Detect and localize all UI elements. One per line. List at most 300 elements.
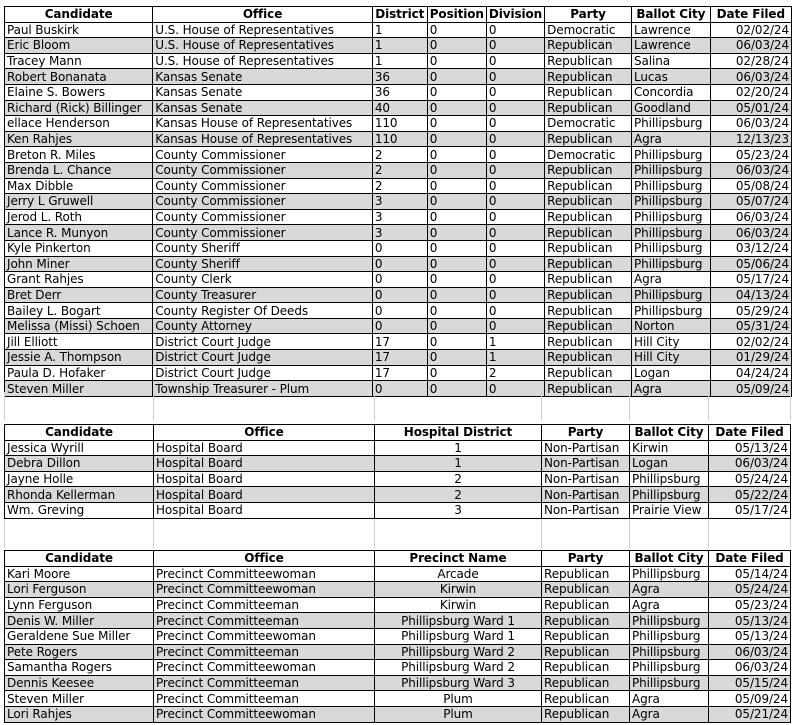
- table-row: [5, 582, 791, 598]
- table-cell: Republican: [545, 287, 632, 303]
- table-cell: 0: [486, 131, 544, 147]
- table-cell: Phillipsburg: [632, 225, 711, 241]
- table-cell: County Attorney: [153, 318, 373, 334]
- table-cell: Melissa (Missi) Schoen: [5, 318, 153, 334]
- table-cell: Phillipsburg: [630, 566, 709, 582]
- column-header: Date Filed: [710, 7, 791, 23]
- table-cell: 06/03/24: [710, 225, 791, 241]
- table-cell: 17: [372, 350, 427, 366]
- table-cell: Non-Partisan: [542, 456, 630, 472]
- table-cell: Steven Miller: [5, 691, 154, 707]
- table-cell: 0: [427, 178, 486, 194]
- table-cell: Democratic: [545, 22, 632, 38]
- table-cell: Max Dibble: [5, 178, 153, 194]
- table-cell: Tracey Mann: [5, 53, 153, 69]
- table-cell: 0: [427, 256, 486, 272]
- table-cell: 05/07/24: [710, 194, 791, 210]
- table-row: [5, 100, 792, 116]
- table-cell: 06/03/24: [710, 69, 791, 85]
- table-cell: 0: [427, 147, 486, 163]
- table-cell: Hospital Board: [154, 502, 375, 518]
- table-cell: 05/15/24: [709, 675, 791, 691]
- table-cell: Non-Partisan: [542, 471, 630, 487]
- table-cell: 05/24/24: [709, 471, 791, 487]
- table-cell: 0: [372, 272, 427, 288]
- table-row: [5, 613, 791, 629]
- table-cell: 0: [427, 38, 486, 54]
- table-cell: 0: [372, 256, 427, 272]
- table-row: [5, 194, 792, 210]
- table-cell: Arcade: [375, 566, 542, 582]
- table-cell: Republican: [542, 566, 630, 582]
- table-cell: 0: [486, 240, 544, 256]
- table-cell: Phillipsburg: [632, 256, 711, 272]
- table-row: [5, 131, 792, 147]
- table-cell: 0: [372, 318, 427, 334]
- table-cell: 02/02/24: [710, 22, 791, 38]
- table-cell: 0: [427, 365, 486, 381]
- table-cell: Republican: [545, 178, 632, 194]
- table-cell: Phillipsburg: [632, 287, 711, 303]
- table-cell: 0: [486, 303, 544, 319]
- table-cell: 05/21/24: [709, 706, 791, 722]
- table-cell: County Commissioner: [153, 147, 373, 163]
- table-row: [5, 365, 792, 381]
- table-cell: Republican: [542, 660, 630, 676]
- table-cell: 1: [375, 456, 542, 472]
- spacer-rows: [4, 519, 791, 548]
- table-cell: U.S. House of Representatives: [153, 53, 373, 69]
- table-cell: 0: [427, 162, 486, 178]
- table-row: [5, 147, 792, 163]
- table-cell: 0: [427, 381, 486, 397]
- table-cell: 0: [486, 209, 544, 225]
- table-cell: 3: [372, 194, 427, 210]
- table-cell: Republican: [545, 53, 632, 69]
- table-cell: 0: [427, 350, 486, 366]
- table-cell: 05/06/24: [710, 256, 791, 272]
- table-cell: Phillipsburg: [632, 303, 711, 319]
- table-row: [5, 209, 792, 225]
- table-cell: Township Treasurer - Plum: [153, 381, 373, 397]
- table-cell: Hill City: [632, 334, 711, 350]
- table-cell: Jill Elliott: [5, 334, 153, 350]
- table-cell: Agra: [630, 597, 709, 613]
- table-cell: Hospital Board: [154, 471, 375, 487]
- precinct-committee-table: [4, 550, 791, 723]
- table-row: [5, 22, 792, 38]
- table-cell: Precinct Committeeman: [154, 644, 375, 660]
- column-header: Position: [427, 7, 486, 23]
- table-cell: Phillipsburg: [632, 162, 711, 178]
- table-cell: 06/03/24: [710, 162, 791, 178]
- table-row: [5, 69, 792, 85]
- table-cell: Hospital Board: [154, 487, 375, 503]
- table-cell: Goodland: [632, 100, 711, 116]
- table-cell: Precinct Committeeman: [154, 675, 375, 691]
- table-cell: Brenda L. Chance: [5, 162, 153, 178]
- table-cell: Phillipsburg Ward 2: [375, 644, 542, 660]
- table-cell: Republican: [545, 162, 632, 178]
- column-header: Precinct Name: [375, 551, 542, 567]
- table-cell: Republican: [542, 675, 630, 691]
- table-cell: 05/31/24: [710, 318, 791, 334]
- table-cell: Paul Buskirk: [5, 22, 153, 38]
- table-cell: Phillipsburg Ward 2: [375, 660, 542, 676]
- table-cell: Republican: [545, 334, 632, 350]
- column-header: Ballot City: [630, 425, 709, 441]
- table-cell: Rhonda Kellerman: [5, 487, 154, 503]
- table-cell: Jessica Wyrill: [5, 440, 154, 456]
- table-cell: Phillipsburg: [630, 675, 709, 691]
- table-cell: Jessie A. Thompson: [5, 350, 153, 366]
- table-cell: 12/13/23: [710, 131, 791, 147]
- column-header: Office: [154, 551, 375, 567]
- table-cell: Paula D. Hofaker: [5, 365, 153, 381]
- table-cell: Precinct Committeeman: [154, 691, 375, 707]
- table-row: [5, 84, 792, 100]
- table-cell: 36: [372, 84, 427, 100]
- table-cell: Bret Derr: [5, 287, 153, 303]
- table-row: [5, 706, 791, 722]
- column-header: Ballot City: [630, 551, 709, 567]
- table-cell: 02/20/24: [710, 84, 791, 100]
- table-row: [5, 440, 791, 456]
- table-cell: County Treasurer: [153, 287, 373, 303]
- table-cell: 0: [427, 303, 486, 319]
- table-cell: Kansas Senate: [153, 84, 373, 100]
- table-row: [5, 53, 792, 69]
- table-cell: Ken Rahjes: [5, 131, 153, 147]
- table-cell: 0: [486, 225, 544, 241]
- table-cell: Richard (Rick) Billinger: [5, 100, 153, 116]
- table-cell: 1: [486, 334, 544, 350]
- table-cell: Republican: [542, 644, 630, 660]
- table-cell: Kari Moore: [5, 566, 154, 582]
- table-cell: Kansas House of Representatives: [153, 131, 373, 147]
- table-cell: Steven Miller: [5, 381, 153, 397]
- table-row: [5, 675, 791, 691]
- table-cell: Phillipsburg: [632, 240, 711, 256]
- table-cell: Phillipsburg: [630, 487, 709, 503]
- table-cell: Eric Bloom: [5, 38, 153, 54]
- table-cell: Pete Rogers: [5, 644, 154, 660]
- table-cell: Republican: [542, 691, 630, 707]
- table-cell: Agra: [632, 381, 711, 397]
- table-cell: 17: [372, 334, 427, 350]
- table-cell: 0: [427, 100, 486, 116]
- table-cell: 0: [486, 116, 544, 132]
- table-cell: 40: [372, 100, 427, 116]
- table-cell: 05/13/24: [709, 628, 791, 644]
- table-cell: Kansas Senate: [153, 69, 373, 85]
- column-header: Candidate: [5, 7, 153, 23]
- table-cell: 0: [427, 287, 486, 303]
- table-cell: U.S. House of Representatives: [153, 38, 373, 54]
- column-header: Party: [545, 7, 632, 23]
- table-cell: Republican: [542, 706, 630, 722]
- table-cell: 0: [372, 240, 427, 256]
- column-header: Party: [542, 551, 630, 567]
- table-cell: County Commissioner: [153, 209, 373, 225]
- table-cell: Prairie View: [630, 502, 709, 518]
- table-row: [5, 644, 791, 660]
- table-cell: 05/23/24: [710, 147, 791, 163]
- table-cell: 02/28/24: [710, 53, 791, 69]
- table-cell: County Register Of Deeds: [153, 303, 373, 319]
- table-cell: Agra: [632, 272, 711, 288]
- table-cell: Non-Partisan: [542, 502, 630, 518]
- table-cell: 05/24/24: [709, 582, 791, 598]
- table-cell: Phillipsburg: [630, 644, 709, 660]
- table-cell: 05/14/24: [709, 566, 791, 582]
- table-cell: 0: [486, 318, 544, 334]
- table-cell: 17: [372, 365, 427, 381]
- table-cell: 3: [372, 209, 427, 225]
- table-row: [5, 487, 791, 503]
- table-row: [5, 691, 791, 707]
- table-cell: Republican: [545, 84, 632, 100]
- table-cell: 02/02/24: [710, 334, 791, 350]
- table-cell: 0: [486, 162, 544, 178]
- table-cell: 04/24/24: [710, 365, 791, 381]
- table-cell: Breton R. Miles: [5, 147, 153, 163]
- table-cell: Republican: [545, 381, 632, 397]
- table-cell: 1: [372, 38, 427, 54]
- table-row: [5, 597, 791, 613]
- table-cell: Phillipsburg: [632, 209, 711, 225]
- table-cell: 0: [486, 53, 544, 69]
- table-cell: Phillipsburg: [632, 178, 711, 194]
- table-row: [5, 318, 792, 334]
- table-cell: Kirwin: [375, 582, 542, 598]
- table-cell: Non-Partisan: [542, 487, 630, 503]
- table-cell: 0: [486, 381, 544, 397]
- table-cell: 1: [372, 53, 427, 69]
- table-cell: Agra: [630, 582, 709, 598]
- table-cell: 0: [486, 256, 544, 272]
- table-cell: County Sheriff: [153, 256, 373, 272]
- table-cell: 06/03/24: [710, 38, 791, 54]
- table-cell: 2: [486, 365, 544, 381]
- table-cell: 05/09/24: [710, 381, 791, 397]
- table-cell: Republican: [545, 69, 632, 85]
- table-cell: 05/01/24: [710, 100, 791, 116]
- table-cell: U.S. House of Representatives: [153, 22, 373, 38]
- table-cell: Republican: [545, 131, 632, 147]
- table-cell: 05/13/24: [709, 613, 791, 629]
- table-cell: Robert Bonanata: [5, 69, 153, 85]
- table-cell: Grant Rahjes: [5, 272, 153, 288]
- table-row: [5, 502, 791, 518]
- column-header: Date Filed: [709, 425, 791, 441]
- table-cell: Lucas: [632, 69, 711, 85]
- table-cell: 1: [372, 22, 427, 38]
- table-cell: 0: [427, 22, 486, 38]
- table-cell: Hospital Board: [154, 440, 375, 456]
- table-cell: Dennis Keesee: [5, 675, 154, 691]
- table-cell: 0: [486, 272, 544, 288]
- table-row: [5, 116, 792, 132]
- table-cell: 0: [486, 147, 544, 163]
- table-cell: Precinct Committeewoman: [154, 660, 375, 676]
- table-cell: John Miner: [5, 256, 153, 272]
- table-cell: Republican: [545, 194, 632, 210]
- table-cell: Agra: [630, 691, 709, 707]
- table-cell: Phillipsburg: [630, 660, 709, 676]
- table-cell: 110: [372, 116, 427, 132]
- table-cell: Agra: [632, 131, 711, 147]
- table-cell: 0: [427, 131, 486, 147]
- table-cell: Phillipsburg Ward 1: [375, 628, 542, 644]
- table-cell: Lance R. Munyon: [5, 225, 153, 241]
- table-cell: Precinct Committeeman: [154, 597, 375, 613]
- table-cell: County Commissioner: [153, 162, 373, 178]
- table-cell: Republican: [542, 613, 630, 629]
- table-cell: 05/09/24: [709, 691, 791, 707]
- column-header: Office: [153, 7, 373, 23]
- table-row: [5, 287, 792, 303]
- table-cell: Precinct Committeewoman: [154, 566, 375, 582]
- table-cell: 0: [372, 287, 427, 303]
- table-cell: Wm. Greving: [5, 502, 154, 518]
- table-row: [5, 456, 791, 472]
- table-row: [5, 660, 791, 676]
- table-cell: Phillipsburg: [632, 116, 711, 132]
- table-cell: 0: [486, 100, 544, 116]
- table-cell: Phillipsburg Ward 3: [375, 675, 542, 691]
- table-cell: Republican: [542, 628, 630, 644]
- table-cell: Phillipsburg: [630, 613, 709, 629]
- table-cell: 2: [372, 178, 427, 194]
- table-cell: Republican: [545, 365, 632, 381]
- table-cell: 36: [372, 69, 427, 85]
- table-cell: Precinct Committeewoman: [154, 628, 375, 644]
- table-cell: 0: [486, 22, 544, 38]
- table-cell: Republican: [545, 272, 632, 288]
- table-cell: Lori Rahjes: [5, 706, 154, 722]
- table-cell: Republican: [545, 225, 632, 241]
- table-cell: Precinct Committeewoman: [154, 582, 375, 598]
- table-cell: 3: [372, 225, 427, 241]
- table-cell: 06/03/24: [709, 456, 791, 472]
- column-header: District: [372, 7, 427, 23]
- table-cell: 1: [375, 440, 542, 456]
- table-cell: Precinct Committeewoman: [154, 706, 375, 722]
- table-cell: 0: [427, 116, 486, 132]
- table-cell: 04/13/24: [710, 287, 791, 303]
- table-cell: Kansas Senate: [153, 100, 373, 116]
- column-header: Candidate: [5, 425, 154, 441]
- table-cell: Elaine S. Bowers: [5, 84, 153, 100]
- table-cell: Non-Partisan: [542, 440, 630, 456]
- table-cell: Phillipsburg: [630, 471, 709, 487]
- table-cell: 05/23/24: [709, 597, 791, 613]
- table-cell: 06/03/24: [710, 116, 791, 132]
- table-row: [5, 38, 792, 54]
- table-cell: Jerod L. Roth: [5, 209, 153, 225]
- table-row: [5, 471, 791, 487]
- table-cell: 05/29/24: [710, 303, 791, 319]
- table-cell: 0: [427, 69, 486, 85]
- column-header: Division: [486, 7, 544, 23]
- table-cell: Concordia: [632, 84, 711, 100]
- table-cell: Debra Dillon: [5, 456, 154, 472]
- table-cell: 0: [372, 303, 427, 319]
- table-cell: Democratic: [545, 116, 632, 132]
- table-cell: 06/03/24: [709, 644, 791, 660]
- table-cell: 0: [486, 194, 544, 210]
- table-cell: 0: [427, 53, 486, 69]
- table-cell: 2: [372, 162, 427, 178]
- table-cell: Republican: [545, 240, 632, 256]
- table-cell: 05/17/24: [710, 272, 791, 288]
- table-cell: Lawrence: [632, 38, 711, 54]
- hospital-board-table: [4, 424, 791, 519]
- header-row: [5, 551, 791, 567]
- column-header: Office: [154, 425, 375, 441]
- candidates-table: [4, 6, 792, 397]
- table-cell: Republican: [545, 100, 632, 116]
- table-cell: 05/22/24: [709, 487, 791, 503]
- spacer-rows: [4, 392, 791, 421]
- table-row: [5, 162, 792, 178]
- table-cell: Precinct Committeeman: [154, 613, 375, 629]
- table-cell: County Commissioner: [153, 178, 373, 194]
- table-cell: Salina: [632, 53, 711, 69]
- table-cell: Geraldene Sue Miller: [5, 628, 154, 644]
- table-cell: County Commissioner: [153, 194, 373, 210]
- table-cell: 0: [427, 225, 486, 241]
- table-cell: 0: [427, 194, 486, 210]
- table-cell: 1: [486, 350, 544, 366]
- table-cell: Republican: [542, 597, 630, 613]
- table-cell: Lawrence: [632, 22, 711, 38]
- table-cell: Logan: [630, 456, 709, 472]
- table-row: [5, 628, 791, 644]
- column-header: Candidate: [5, 551, 154, 567]
- table-row: [5, 272, 792, 288]
- table-cell: Plum: [375, 691, 542, 707]
- table-cell: Republican: [545, 303, 632, 319]
- table-cell: Kansas House of Representatives: [153, 116, 373, 132]
- table-cell: Agra: [630, 706, 709, 722]
- table-cell: Republican: [545, 256, 632, 272]
- table-cell: Republican: [542, 582, 630, 598]
- table-cell: 05/17/24: [709, 502, 791, 518]
- header-row: [5, 425, 791, 441]
- table-cell: ellace Henderson: [5, 116, 153, 132]
- table-cell: Denis W. Miller: [5, 613, 154, 629]
- table-cell: District Court Judge: [153, 350, 373, 366]
- table-cell: Plum: [375, 706, 542, 722]
- table-cell: 0: [372, 381, 427, 397]
- table-row: [5, 240, 792, 256]
- table-cell: Kirwin: [630, 440, 709, 456]
- column-header: Hospital District: [375, 425, 542, 441]
- table-cell: Phillipsburg: [632, 147, 711, 163]
- table-cell: County Clerk: [153, 272, 373, 288]
- table-cell: Phillipsburg: [632, 194, 711, 210]
- table-cell: Republican: [545, 350, 632, 366]
- table-cell: 110: [372, 131, 427, 147]
- table-cell: 0: [486, 84, 544, 100]
- table-cell: 06/03/24: [709, 660, 791, 676]
- table-row: [5, 225, 792, 241]
- table-cell: 0: [486, 287, 544, 303]
- table-cell: 03/12/24: [710, 240, 791, 256]
- table-cell: Phillipsburg Ward 1: [375, 613, 542, 629]
